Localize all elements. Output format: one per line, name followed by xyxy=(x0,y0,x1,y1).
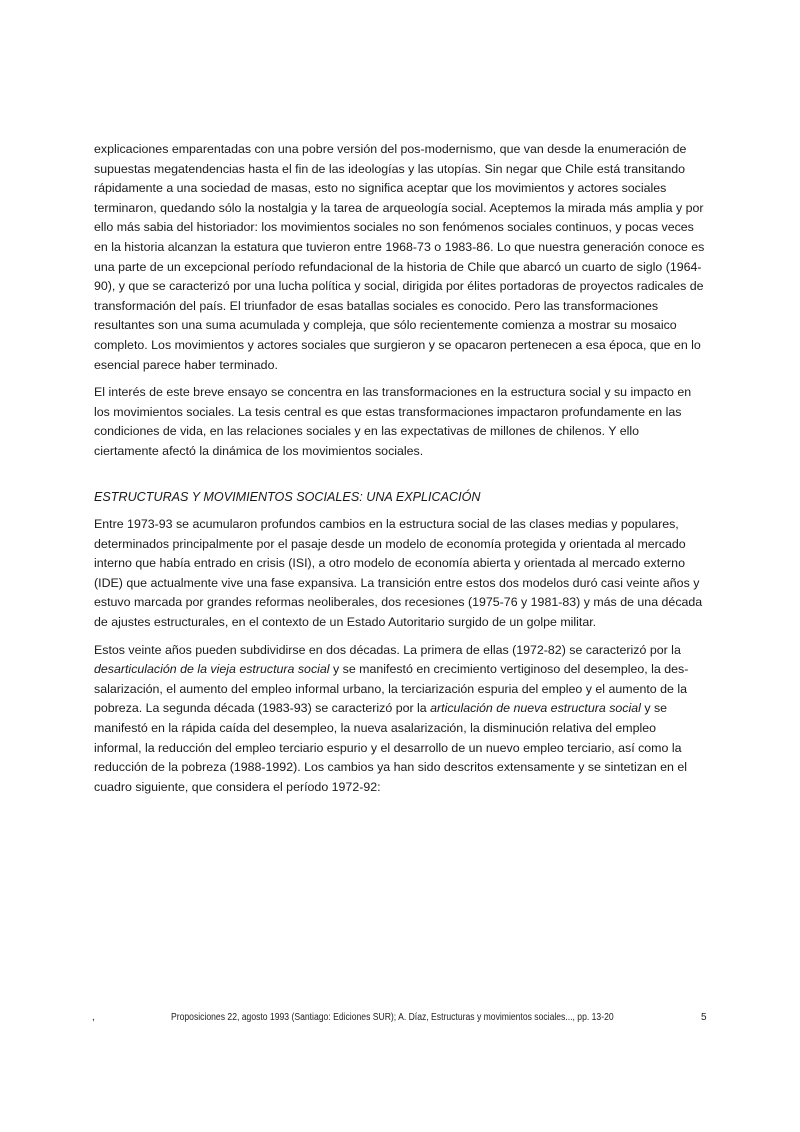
page-footer xyxy=(0,1012,800,1028)
page-number: 5 xyxy=(701,1012,707,1023)
paragraph-4-text-b: y se manifestó en crecimiento vertiginoso del desempleo, la des-salarización, el aumento del empleo informal urbano, la terciarización espuria del empleo y el aumento de la pobreza. La segunda década (1983-93) se caracterizó por la xyxy=(94,662,689,716)
footer-mark: , xyxy=(92,1012,95,1023)
paragraph-4-emphasis-a: desarticulación de la vieja estructura social xyxy=(94,662,330,677)
paragraph-4-text-c: y se manifestó en la rápida caída del desempleo, la nueva asalarización, la disminución relativa del empleo informal, la reducción del empleo terciario espurio y el desarrollo de un nuevo empleo terciario, así como la reducción de la pobreza (1988-1992). Los cambios ya han sido descritos extensamente y se sintetizan en el cuadro siguiente, que considera el período 1972-92: xyxy=(94,701,688,794)
section-heading: ESTRUCTURAS Y MOVIMIENTOS SOCIALES: UNA EXPLICACIÓN xyxy=(94,489,481,504)
paragraph-1: explicaciones emparentadas con una pobre versión del pos-modernismo, que van desde la enumeración de supuestas megatendencias hasta el fin de las ideologías y las utopías. Sin negar que Chile está transitando rápidamente a una sociedad de masas, esto no significa aceptar que los movimientos y actores sociales terminaron, quedando sólo la nostalgia y la tarea de arqueología social. Aceptemos la mirada más amplia y por ello más sabia del historiador: los movimientos sociales no son fenómenos sociales continuos, y pocas veces en la historia alcanzan la estatura que tuvieron entre 1968-73 o 1983-86. Lo que nuestra generación conoce es una parte de un excepcional período refundacional de la historia de Chile que abarcó un cuarto de siglo (1964-90), y que se caracterizó por una lucha política y social, dirigida por élites portadoras de proyectos radicales de transformación del país. El triunfador de esas batallas sociales es conocido. Pero las transformaciones resultantes son una suma acumulada y compleja, que sólo recientemente comienza a mostrar su mosaico completo. Los movimientos y actores sociales que surgieron y se opacaron pertenecen a esa época, que en lo esencial parece haber terminado. xyxy=(94,142,705,372)
paragraph-3: Entre 1973-93 se acumularon profundos cambios en la estructura social de las clases medias y populares, determinados principalmente por el pasaje desde un modelo de economía protegida y orientada al mercado interno que había entrado en crisis (ISI), a otro modelo de economía abierta y orientada al mercado externo (IDE) que actualmente vive una fase expansiva. La transición entre estos dos modelos duró casi veinte años y estuvo marcada por grandes reformas neoliberales, dos recesiones (1975-76 y 1981-83) y más de una década de ajustes estructurales, en el contexto de un Estado Autoritario surgido de un golpe militar. xyxy=(94,517,703,630)
footer-citation: Proposiciones 22, agosto 1993 (Santiago: Ediciones SUR); A. Díaz, Estructuras y movimientos sociales..., pp. 13-20 xyxy=(171,1012,614,1023)
paragraph-2: El interés de este breve ensayo se concentra en las transformaciones en la estructura social y su impacto en los movimientos sociales. La tesis central es que estas transformaciones impactaron profundamente en las condiciones de vida, en las relaciones sociales y en las expectativas de millones de chilenos. Y ello ciertamente afectó la dinámica de los movimientos sociales. xyxy=(94,385,692,458)
document-body xyxy=(94,140,706,797)
paragraph-4-text-a: Estos veinte años pueden subdividirse en dos décadas. La primera de ellas (1972-82) se caracterizó por la xyxy=(94,642,681,657)
paragraph-4-emphasis-b: articulación de nueva estructura social xyxy=(430,701,641,716)
paragraph-4 xyxy=(94,641,706,798)
